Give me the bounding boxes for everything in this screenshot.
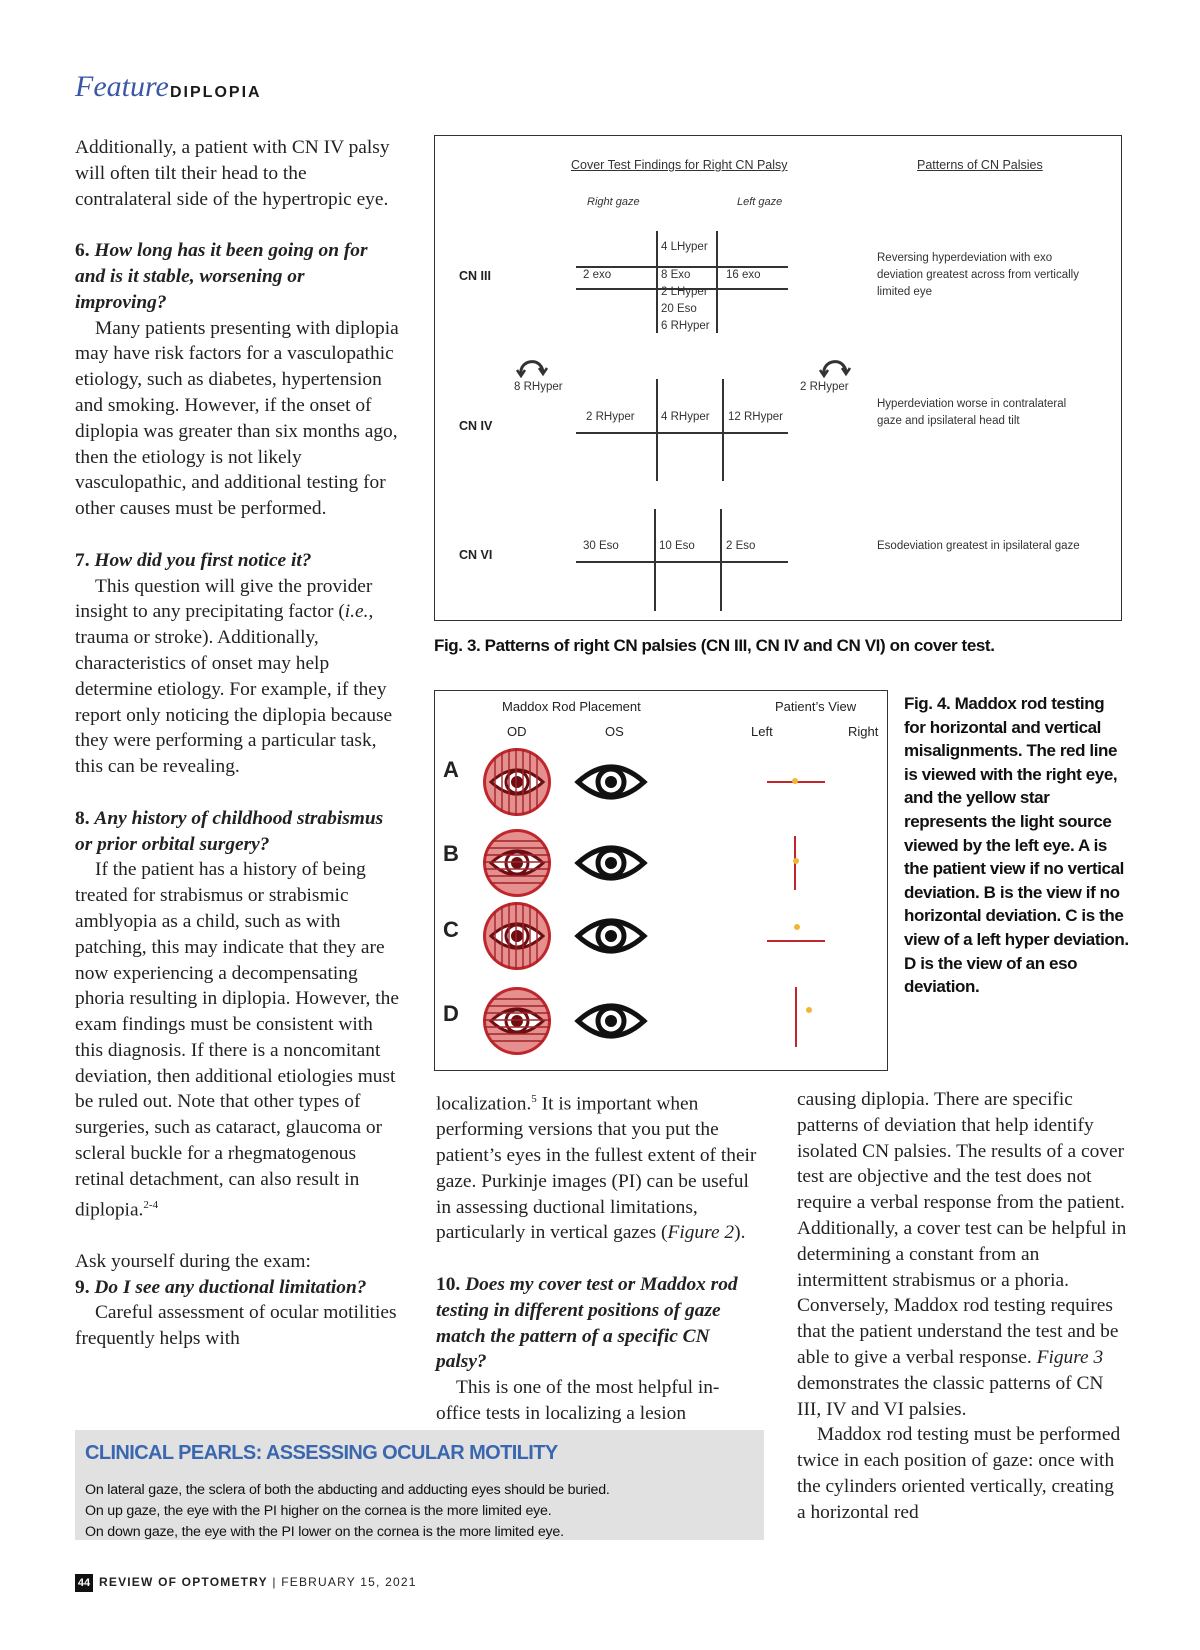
- cn6-right: 2 Eso: [726, 540, 756, 552]
- fig3-title-left: Cover Test Findings for Right CN Palsy: [571, 158, 788, 172]
- cn6-left: 30 Eso: [583, 540, 619, 552]
- cn3-pattern-0: Reversing hyperdeviation with exo: [877, 252, 1053, 264]
- od-rod-eye-d: [483, 987, 551, 1055]
- column-1: [75, 135, 400, 1352]
- left-gaze-label: Left gaze: [737, 196, 783, 208]
- column-3: [797, 1087, 1127, 1526]
- placement-title: Maddox Rod Placement: [502, 699, 641, 714]
- yellow-star-c: [794, 924, 800, 930]
- topic-label: DIPLOPIA: [170, 84, 262, 101]
- maddox-rod-diagram: [435, 691, 887, 1070]
- cn4-left: 2 RHyper: [586, 411, 635, 423]
- page-number: 44: [75, 1574, 93, 1592]
- cn6-pattern: Esodeviation greatest in ipsilateral gaze: [877, 540, 1080, 552]
- cn3-right: 16 exo: [726, 269, 761, 281]
- row-label-b: B: [443, 841, 459, 866]
- cn3-pattern-2: limited eye: [877, 286, 932, 298]
- fig3-caption: Fig. 3. Patterns of right CN palsies (CN III, CN IV and CN VI) on cover test.: [434, 636, 995, 655]
- os-eye-d: [578, 1006, 644, 1036]
- question-9: 9. Do I see any ductional limitation?: [75, 1276, 367, 1298]
- cn3-left: 2 exo: [583, 269, 612, 281]
- question-10: 10. Does my cover test or Maddox rod testing in different positions of gaze match the pattern of a specific CN palsy?: [436, 1274, 738, 1373]
- question-8: 8. Any history of childhood strabismus or prior orbital surgery?: [75, 807, 384, 855]
- cn4-center: 4 RHyper: [661, 411, 710, 423]
- head-tilt-left-icon: [515, 354, 549, 383]
- paragraph: This question will give the provider insight to any precipitating factor (i.e., trauma or stroke). Additionally, characteristics of onset may help determine etiology. For example, if they report only noticing the diplopia because they were performing a particular task, this can be revealing.: [75, 575, 393, 778]
- paragraph: If the patient has a history of being treated for strabismus or strabismic amblyopia as a child, such as with patching, this may indicate that they are now experiencing a decompensating phoria resulting in diplopia. However, the exam findings must be consistent with this diagnosis. If there is a noncomitant deviation, then additional etiologies must be ruled out. Note that other types of surgeries, such as cataract, glaucoma or scleral buckle for a rhegmatogenous retinal detachment, can also result in diplopia.$^{2-4}$: [75, 859, 399, 1221]
- pearl-item: On up gaze, the eye with the PI higher on the cornea is the more limited eye.: [85, 1503, 552, 1519]
- paragraph: causing diplopia. There are specific patterns of deviation that help identify isolated CN palsies. The results of a cover test are objective and the test does not require a verbal response from the patient. Additionally, a cover test can be helpful in determining a constant from an intermittent strabismus or a phoria. Conversely, Maddox rod testing requires that the patient understand the test and be able to give a verbal response. Figure 3 demonstrates the classic patterns of CN III, IV and VI palsies.: [797, 1089, 1127, 1420]
- paragraph: This is one of the most helpful in-office tests in localizing a lesion: [436, 1377, 720, 1425]
- paragraph: Many patients presenting with diplopia may have risk factors for a vasculopathic etiology, such as diabetes, hypertension and smoking. However, if the onset of diplopia was greater than six months ago, then the etiology is not likely vasculopathic, and additional testing for other causes must be performed.: [75, 317, 399, 520]
- paragraph: localization.$^5$ It is important when performing versions that you put the patient’s eyes in the fullest extent of their gaze. Purkinje images (PI) can be useful in assessing ductional limitations, particularly in vertical gazes (Figure 2).: [436, 1093, 757, 1244]
- od-rod-eye-c: [483, 902, 551, 970]
- paragraph: Careful assessment of ocular motilities frequently helps with: [75, 1302, 397, 1350]
- right-label: Right: [848, 724, 879, 739]
- figure-3: [434, 135, 1122, 621]
- fig4-caption: Fig. 4. Maddox rod testing for horizontal and vertical misalignments. The red line is viewed with the right eye, and the yellow star represents the light source viewed by the left eye. A is the patient view if no vertical deviation. B is the view if no horizontal deviation. C is the view of a left hyper deviation. D is the view of an eso deviation.: [904, 694, 1129, 997]
- od-rod-eye-a: [483, 748, 551, 816]
- cn6-label: CN VI: [459, 548, 493, 562]
- yellow-star-a: [792, 778, 798, 784]
- clinical-pearls-box: [75, 1430, 764, 1540]
- question-6: 6. How long has it been going on for and is it stable, worsening or improving?: [75, 240, 368, 313]
- cn4-pattern-1: gaze and ipsilateral head tilt: [877, 415, 1020, 427]
- yellow-star-d: [806, 1007, 812, 1013]
- view-title: Patient’s View: [775, 699, 857, 714]
- pearls-title: CLINICAL PEARLS: ASSESSING OCULAR MOTILITY: [85, 1442, 558, 1464]
- cn4-label: CN IV: [459, 419, 493, 433]
- paragraph: Maddox rod testing must be performed twice in each position of gaze: once with the cylinders oriented vertically, creating a horizontal red: [797, 1424, 1121, 1523]
- cn3-center-1: 2 LHyper: [661, 286, 708, 298]
- figure-4: [434, 690, 888, 1071]
- paragraph: Ask yourself during the exam:: [75, 1250, 311, 1272]
- head-tilt-right-icon: [818, 354, 852, 383]
- cn3-center-0: 8 Exo: [661, 269, 691, 281]
- left-label: Left: [751, 724, 773, 739]
- cn3-top: 4 LHyper: [661, 241, 708, 253]
- os-eye-b: [578, 848, 644, 878]
- od-label: OD: [507, 724, 527, 739]
- pearl-item: On down gaze, the eye with the PI lower on the cornea is the more limited eye.: [85, 1524, 564, 1540]
- row-label-d: D: [443, 1001, 459, 1026]
- column-2: [436, 1087, 762, 1427]
- os-label: OS: [605, 724, 624, 739]
- cn3-label: CN III: [459, 269, 491, 283]
- row-label-c: C: [443, 917, 459, 942]
- cn4-right: 12 RHyper: [728, 411, 783, 423]
- os-eye-c: [578, 921, 644, 951]
- footer-publication: REVIEW OF OPTOMETRY | FEBRUARY 15, 2021: [99, 1575, 417, 1589]
- cn4-pattern-0: Hyperdeviation worse in contralateral: [877, 398, 1067, 410]
- cn3-pattern-1: deviation greatest across from vertically: [877, 269, 1079, 281]
- cn4-tilt-right: 2 RHyper: [800, 381, 849, 393]
- cn4-tilt-left: 8 RHyper: [514, 381, 563, 393]
- pearl-item: On lateral gaze, the sclera of both the abducting and adducting eyes should be buried.: [85, 1482, 610, 1498]
- cn3-center-2: 20 Eso: [661, 303, 697, 315]
- paragraph: Additionally, a patient with CN IV palsy will often tilt their head to the contralateral side of the hypertropic eye.: [75, 137, 390, 210]
- cn6-center: 10 Eso: [659, 540, 695, 552]
- right-gaze-label: Right gaze: [587, 196, 640, 208]
- section-label: Feature: [75, 70, 169, 103]
- yellow-star-b: [793, 858, 799, 864]
- od-rod-eye-b: [483, 829, 551, 897]
- row-label-a: A: [443, 757, 459, 782]
- os-eye-a: [578, 767, 644, 797]
- cn3-center-3: 6 RHyper: [661, 320, 710, 332]
- question-7: 7. How did you first notice it?: [75, 549, 312, 571]
- fig3-title-right: Patterns of CN Palsies: [917, 158, 1043, 172]
